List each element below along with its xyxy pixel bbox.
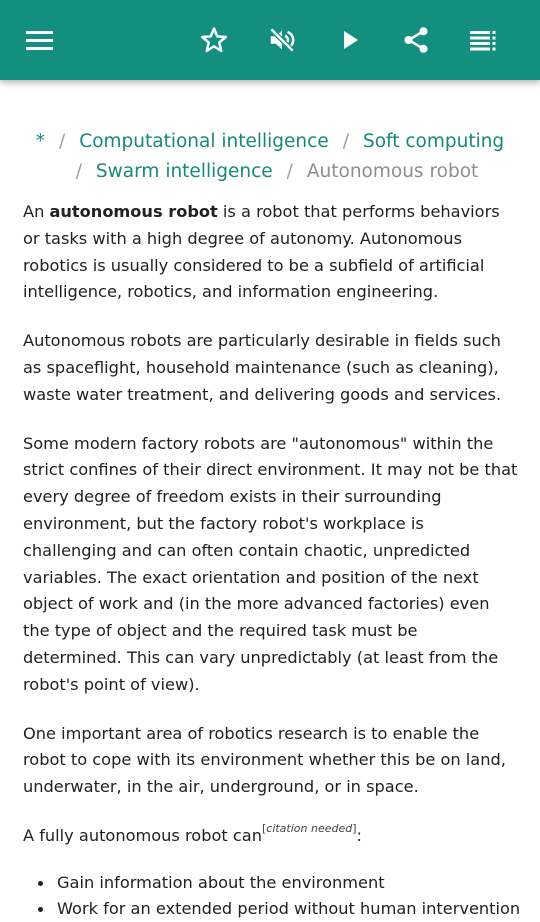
article-content (0, 80, 540, 918)
breadcrumb-current: Autonomous robot (306, 161, 479, 182)
breadcrumb-swarm-intelligence[interactable]: Swarm intelligence (95, 161, 273, 182)
article-body (0, 199, 540, 922)
capabilities-list (23, 870, 521, 922)
breadcrumb-separator: / (59, 131, 66, 152)
intro-prefix: An (23, 202, 50, 221)
intro-text: is a robot that performs behaviors or tasks with a high degree of autonomy. Autonomous robotics is usually considered to be a subfield of artificial intelligence, robotics, and information engineering. (23, 202, 500, 302)
paragraph-applications: Autonomous robots are particularly desirable in fields such as spaceflight, household maintenance (such as cleaning), waste water treatment, and delivering goods and services. (23, 331, 502, 404)
menu-icon (26, 29, 54, 51)
breadcrumb-separator: / (286, 161, 293, 182)
list-item: Work for an extended period without human intervention (35, 896, 518, 922)
star-outline-icon (199, 25, 229, 55)
menu-button[interactable] (20, 20, 60, 60)
contents-button[interactable] (464, 20, 504, 60)
breadcrumb-home[interactable]: * (35, 131, 46, 152)
mute-button[interactable] (262, 20, 302, 60)
app-bar (0, 0, 540, 80)
breadcrumb-soft-computing[interactable]: Soft computing (362, 131, 505, 152)
favorite-button[interactable] (194, 20, 234, 60)
paragraph-intro (23, 199, 518, 306)
paragraph-research: One important area of robotics research is to enable the robot to cope with its environment whether this be on land, underwater, in the air, underground, or in space. (23, 723, 506, 797)
paragraph-factory-robots: Some modern factory robots are "autonomous" within the strict confines of their direct environment. It may not be that every degree of freedom exists in their surrounding environment, but the factory robot's workplace is challenging and can often contain chaotic, unpredicted variables. The exact orientation and position of the next object of work and (in the more advanced factories) even the type of object and the required task must be determined. This can vary unpredictably (at least from the robot's point of view). (23, 433, 518, 694)
capabilities-text: A fully autonomous robot can (23, 825, 262, 845)
volume-off-icon (267, 25, 297, 55)
breadcrumb (0, 127, 540, 187)
list-icon (470, 29, 498, 51)
breadcrumb-separator: / (342, 131, 349, 152)
breadcrumb-computational-intelligence[interactable]: Computational intelligence (79, 131, 329, 152)
paragraph-capabilities: A fully autonomous robot can[citation needed]: (23, 821, 362, 845)
citation-needed[interactable]: [citation needed] (261, 821, 357, 835)
play-icon (338, 28, 362, 52)
play-button[interactable] (330, 20, 370, 60)
breadcrumb-separator: / (75, 161, 82, 182)
share-icon (401, 25, 431, 55)
share-button[interactable] (396, 20, 436, 60)
list-item: Gain information about the environment (35, 870, 518, 896)
article-subject: autonomous robot (49, 202, 218, 221)
